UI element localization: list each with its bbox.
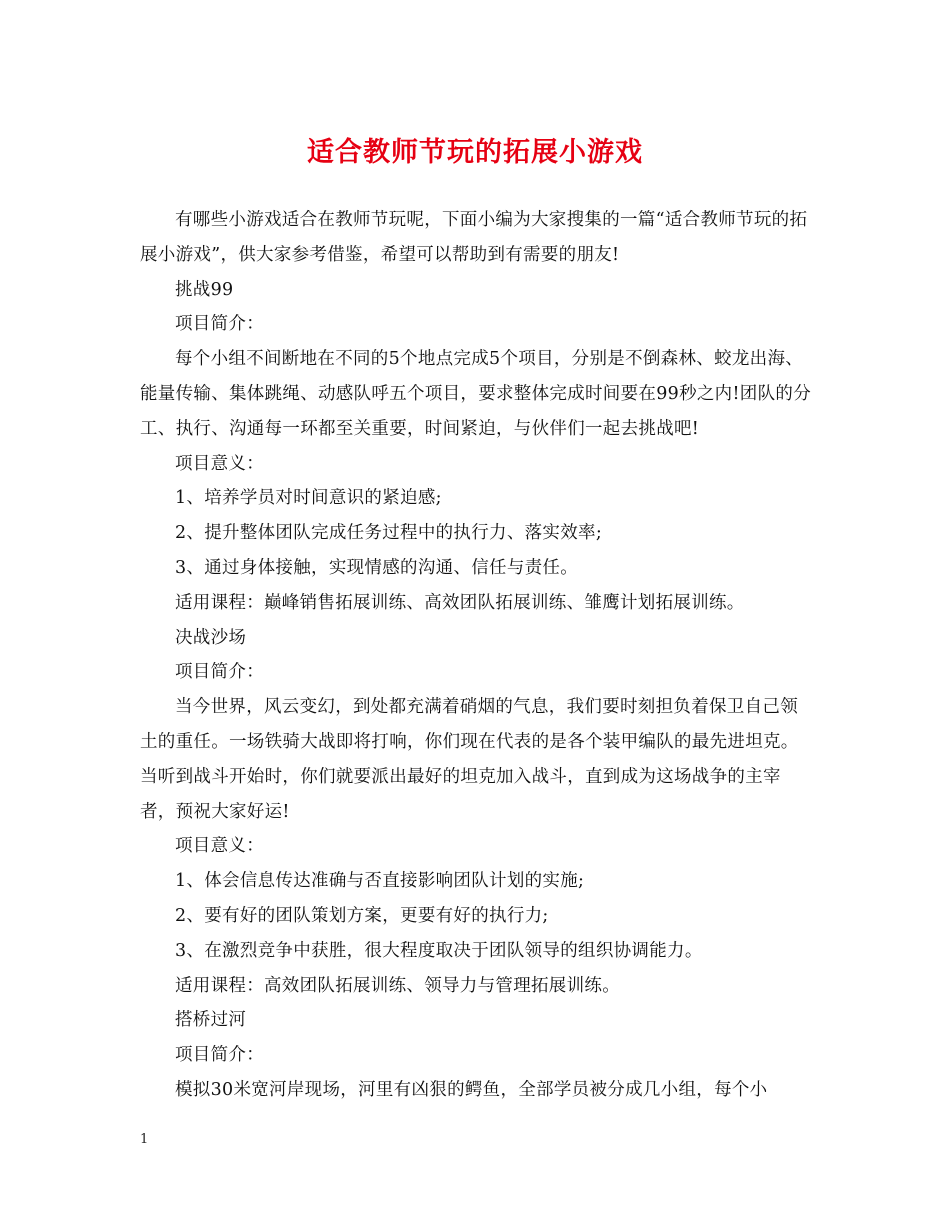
body-paragraph: 每个小组不间断地在不同的5个地点完成5个项目，分别是不倒森林、蛟龙出海、能量传输、集体跳绳、动感队呼五个项目，要求整体完成时间要在99秒之内!团队的分工、执行、沟通每一环都至关重要，时间紧迫，与伙伴们一起去挑战吧! [140,349,811,439]
document-body [140,203,812,1108]
list-item: 1、体会信息传达准确与否直接影响团队计划的实施; [175,871,585,892]
list-item: 2、提升整体团队完成任务过程中的执行力、落实效率; [175,523,603,544]
applicable-courses: 适用课程：高效团队拓展训练、领导力与管理拓展训练。 [175,975,620,996]
section-heading-bridge: 搭桥过河 [175,1010,247,1031]
list-item: 1、培养学员对时间意识的紧迫感; [175,488,442,509]
project-meaning-label: 项目意义： [175,453,264,474]
page-number: 1 [140,1132,149,1147]
body-paragraph: 模拟30米宽河岸现场，河里有凶狠的鳄鱼，全部学员被分成几小组，每个小 [175,1079,768,1100]
project-intro-label: 项目简介： [175,1045,264,1066]
list-item: 3、通过身体接触，实现情感的沟通、信任与责任。 [175,557,579,578]
section-heading-battlefield: 决战沙场 [175,627,247,648]
project-intro-label: 项目简介： [175,314,264,335]
body-paragraph: 当今世界，风云变幻，到处都充满着硝烟的气息，我们要时刻担负着保卫自己领土的重任。一场铁骑大战即将打响，你们现在代表的是各个装甲编队的最先进坦克。当听到战斗开始时，你们就要派出最好的坦克加入战斗，直到成为这场战争的主宰者，预祝大家好运! [140,697,799,822]
applicable-courses: 适用课程：巅峰销售拓展训练、高效团队拓展训练、雏鹰计划拓展训练。 [175,592,745,613]
document-title: 适合教师节玩的拓展小游戏 [307,137,643,168]
list-item: 2、要有好的团队策划方案，更要有好的执行力; [175,905,549,926]
project-intro-label: 项目简介： [175,662,264,683]
project-meaning-label: 项目意义： [175,836,264,857]
intro-paragraph: 有哪些小游戏适合在教师节玩呢，下面小编为大家搜集的一篇“适合教师节玩的拓展小游戏”，供大家参考借鉴，希望可以帮助到有需要的朋友! [140,210,808,265]
list-item: 3、在激烈竞争中获胜，很大程度取决于团队领导的组织协调能力。 [175,940,703,961]
section-heading-challenge99: 挑战99 [175,279,234,300]
